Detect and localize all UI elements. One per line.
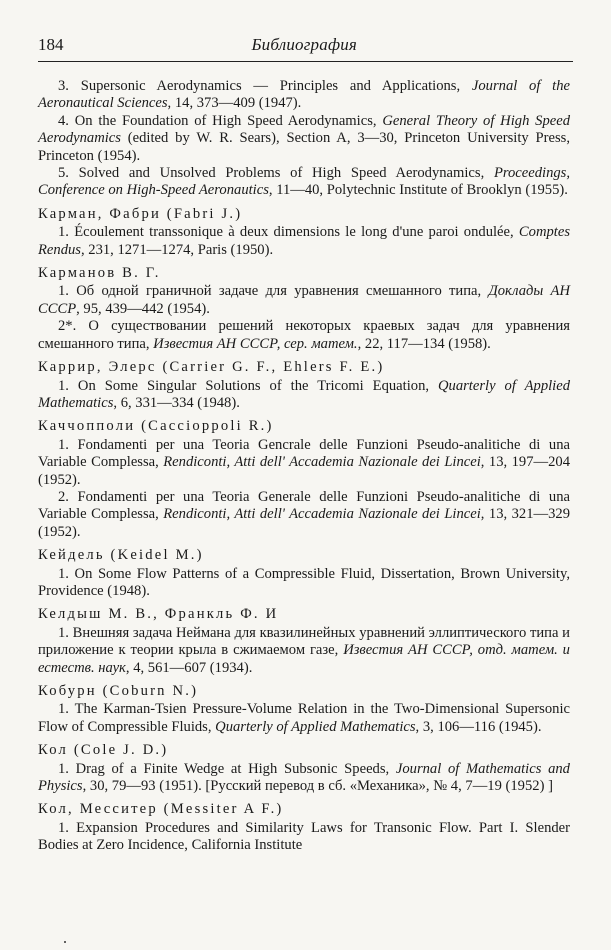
reference-item [38, 820, 570, 855]
reference-item [38, 625, 570, 677]
reference-text: , 3, 106—116 (1945). [415, 718, 542, 735]
reference-source-title: Journal of the Aeronautical Sciences [38, 78, 570, 112]
reference-source-title: Rendiconti, Atti dell' Accademia Nazionale dei Lincei [163, 506, 481, 523]
entry-author: Кол (Cole J. D.) [38, 742, 169, 759]
reference-item [38, 78, 570, 113]
reference-text: 1. Écoulement transsonique à deux dimensions le long d'une paroi ondulée, [58, 224, 519, 241]
reference-source-title: Quarterly of Applied Mathematics [38, 377, 570, 411]
reference-source-title: Journal of Mathematics and Physics [38, 760, 570, 795]
reference-item [38, 701, 570, 736]
reference-text: , 22, 117—134 (1958). [357, 335, 491, 352]
reference-item [38, 224, 570, 259]
reference-text: 1. Об одной граничной задаче для уравнения смешанного типа, [58, 283, 489, 300]
reference-text: 4. On the Foundation of High Speed Aerodynamics, [58, 112, 383, 129]
entry-author: Келдыш М. В., Франкль Ф. И [38, 606, 279, 623]
reference-text: 5. Solved and Unsolved Problems of High Speed Aerodynamics, [58, 165, 494, 182]
running-title: Библиография [251, 34, 358, 54]
bibliography-entry [38, 418, 570, 541]
reference-text: , 231, 1271—1274, Paris (1950). [80, 241, 274, 258]
reference-item [38, 378, 570, 413]
entry-author: Карманов В. Г. [38, 265, 161, 282]
reference-text: , 30, 79—93 (1951). [Русский перевод в сб. «Механика», № 4, 7—19 (1952) ] [82, 778, 553, 795]
reference-text: 1. Внешняя задача Неймана для квазилинейных уравнений эллиптического типа и приложение к теории крыла в сжимаемом газе, [38, 624, 570, 659]
reference-source-title: Rendiconti, Atti dell' Accademia Nazionale dei Lincei [163, 454, 481, 471]
reference-item [38, 165, 570, 200]
reference-source-title: Quarterly of Applied Mathematics [215, 718, 416, 735]
reference-text: , 95, 439—442 (1954). [76, 300, 210, 317]
reference-item [38, 489, 570, 541]
bibliography-entry [38, 265, 570, 353]
reference-text: 1. The Karman-Tsien Pressure-Volume Relation in the Two-Dimensional Supersonic Flow of Compressible Fluids, [38, 701, 570, 735]
bibliography-entry [38, 206, 570, 259]
entry-author: Карман, Фабри (Fabri J.) [38, 205, 243, 222]
reference-item [38, 761, 570, 796]
bibliography-entry [38, 606, 570, 677]
bibliography-entry [38, 801, 570, 854]
bibliography-entry [38, 683, 570, 736]
reference-source-title: General Theory of High Speed Aerodynamics [38, 112, 570, 147]
reference-source-title: Proceedings, Conference on High-Speed Aeronautics [38, 165, 570, 199]
reference-text: , 11—40, Polytechnic Institute of Brooklyn (1955). [268, 182, 568, 199]
reference-item [38, 566, 570, 601]
reference-text: (edited by W. R. Sears), Section A, 3—30, Princeton University Press, Princeton (1954). [38, 130, 570, 164]
header-rule [38, 61, 573, 62]
reference-text: , 14, 373—409 (1947). [167, 95, 302, 112]
print-speck [64, 941, 66, 943]
entry-author: Кобурн (Coburn N.) [38, 683, 199, 699]
reference-text: 2. Fondamenti per una Teoria Generale delle Funzioni Pseudo-analitiche di una Variable Complessa, [38, 488, 570, 523]
reference-source-title: Известия АН СССР, отд. матем. и естеств. наук [38, 642, 570, 676]
reference-item [38, 318, 570, 353]
reference-text: , 13, 321—329 (1952). [38, 506, 570, 540]
bibliography-entry [38, 742, 570, 795]
reference-text: , 6, 331—334 (1948). [113, 394, 240, 411]
reference-text: 2*. О существовании решений некоторых краевых задач для уравнения смешанного типа, [38, 318, 570, 352]
entry-author: Каррир, Элерс (Carrier G. F., Ehlers F. E.) [38, 359, 385, 376]
reference-text: , 4, 561—607 (1934). [125, 659, 253, 676]
reference-text: , 13, 197—204 (1952). [38, 454, 570, 488]
entry-author: Кейдель (Keidel M.) [38, 547, 204, 564]
reference-text: 1. Expansion Procedures and Similarity Laws for Transonic Flow. Part I. Slender Bodies at Zero Incidence, California Institute [38, 819, 570, 854]
reference-text: 1. Fondamenti per una Teoria Gencrale delle Funzioni Pseudo-analitiche di una Variable Complessa, [38, 436, 570, 471]
bibliography-list [38, 78, 570, 861]
reference-source-title: Comptes Rendus [38, 224, 570, 258]
bibliography-entry [38, 359, 570, 412]
page-header [38, 30, 573, 58]
bibliography-entry [38, 78, 570, 200]
reference-source-title: Доклады АН СССР [38, 283, 570, 317]
reference-text: 3. Supersonic Aerodynamics — Principles and Applications, [58, 78, 472, 94]
entry-author: Кол, Месситер (Messiter A F.) [38, 801, 284, 818]
bibliography-entry [38, 547, 570, 600]
reference-text: 1. Drag of a Finite Wedge at High Subsonic Speeds, [58, 760, 396, 777]
reference-item [38, 283, 570, 318]
entry-author: Каччопполи (Caccioppoli R.) [38, 418, 274, 435]
reference-text: 1. On Some Flow Patterns of a Compressible Fluid, Dissertation, Brown University, Providence (1948). [38, 565, 570, 599]
reference-item [38, 437, 570, 489]
reference-item [38, 113, 570, 165]
reference-source-title: Известия АН СССР, сер. матем. [153, 335, 358, 352]
reference-text: 1. On Some Singular Solutions of the Tricomi Equation, [58, 377, 438, 394]
page-number: 184 [38, 34, 64, 54]
